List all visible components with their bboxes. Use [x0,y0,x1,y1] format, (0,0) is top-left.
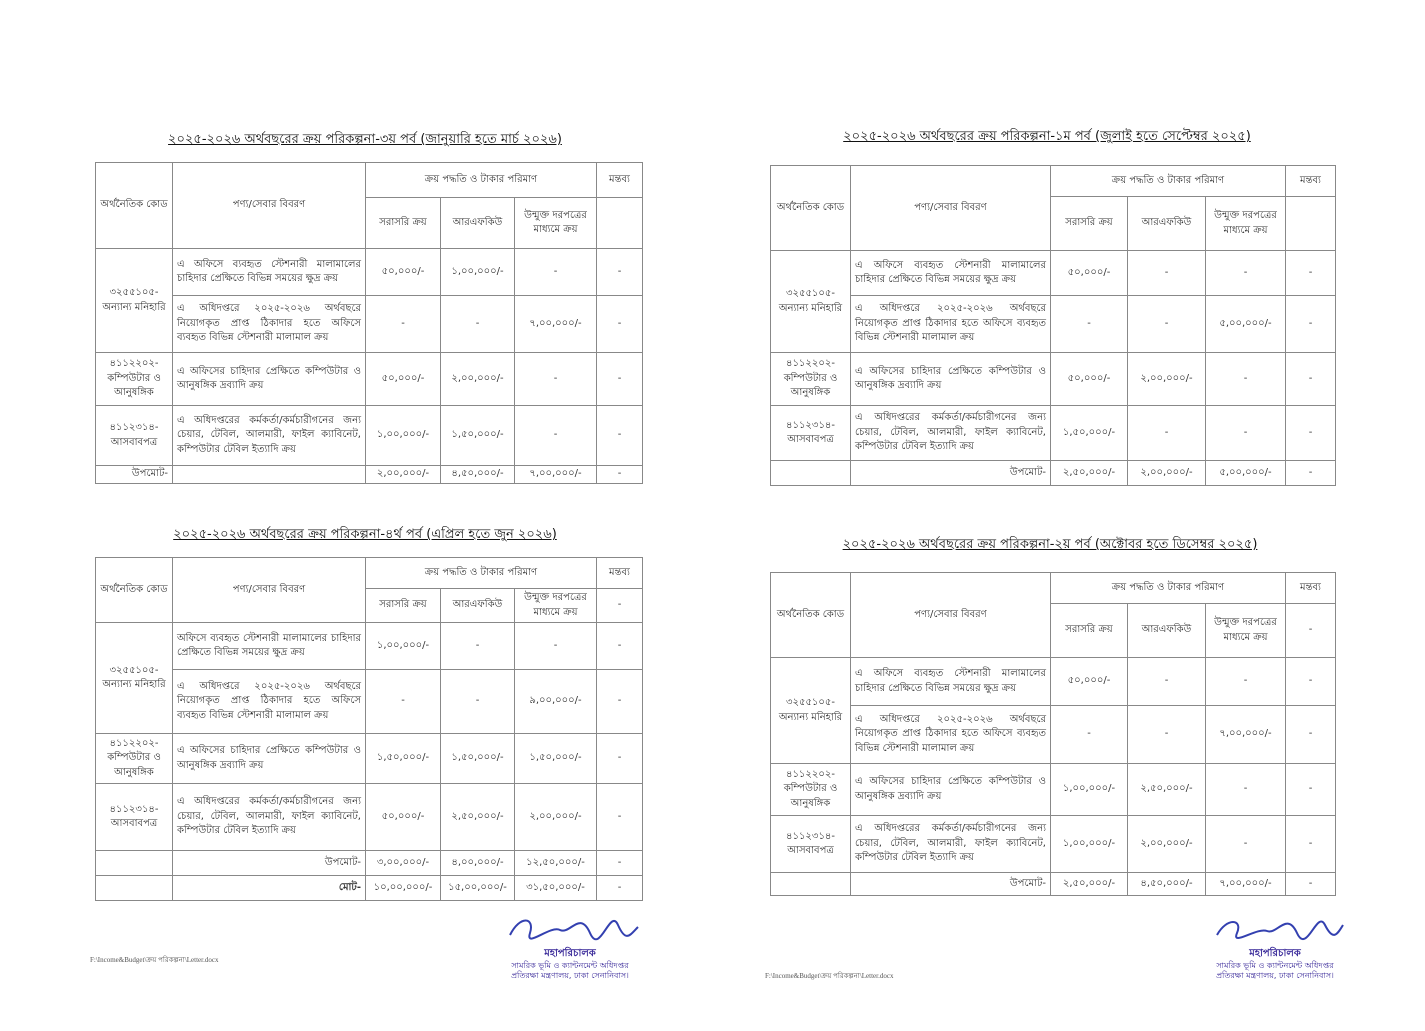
header-direct-purchase: সরাসরি ক্রয় [366,589,441,623]
handwritten-signature-icon [1205,905,1345,947]
direct-purchase-total: ২,৫০,০০০/- [1051,461,1128,486]
rfq-amount: - [1128,296,1206,353]
remark: - [597,734,643,784]
item-description: এ অফিসের চাহিদার প্রেক্ষিতে কম্পিউটার ও আনুষঙ্গিক দ্রব্যাদি ক্রয় [173,353,366,406]
remark: - [1286,251,1336,296]
summary-label: উপমোট- [96,466,173,484]
rfq-total: ১৫,০০,০০০/- [441,876,515,901]
header-method: ক্রয় পদ্ধতি ও টাকার পরিমাণ [366,558,597,589]
header-code: অর্থনৈতিক কোড [96,163,173,249]
remark: - [1286,461,1336,486]
summary-empty [771,461,851,486]
header-row [96,558,643,589]
rfq-amount: - [441,296,515,353]
remark: - [597,876,643,901]
item-description: এ অধিদপ্তরের কর্মকর্তা/কর্মচারীগনের জন্য চেয়ার, টেবিল, আলমারী, ফাইল ক্যাবিনেট, কম্পিউটার টেবিল ইত্যাদি ক্রয় [851,816,1051,873]
remark: - [1286,658,1336,706]
economic-code: ৪১১২২০২-কম্পিউটার ও আনুষঙ্গিক [771,353,851,406]
subtotal-row [96,466,643,484]
direct-purchase-amount: - [1051,706,1128,764]
header-remark: মন্তব্য [1286,573,1336,604]
summary-empty [173,466,366,484]
header-remark: মন্তব্য [597,163,643,198]
rfq-total: ৪,৫০,০০০/- [1128,873,1206,896]
remark: - [597,296,643,353]
remark: - [597,353,643,406]
subtotal-row [771,873,1336,896]
remark: - [1286,873,1336,896]
header-remark-sub: - [1286,604,1336,658]
subtotal-row [96,851,643,876]
signatory-title: মহাপরিচালক [544,948,596,959]
total-row [96,876,643,901]
item-description: এ অধিদপ্তরে ২০২৫-২০২৬ অর্থবছরে নিয়োগকৃত প্রাপ্ত ঠিকাদার হতে অফিসে ব্যবহৃত বিভিন্ন স্টেশনারী মালামাল ক্রয় [851,296,1051,353]
direct-purchase-total: ৩,০০,০০০/- [366,851,441,876]
rfq-amount: - [1128,406,1206,461]
file-path-left: F:\Income&Budget\ক্রয় পরিকল্পনা\Letter.docx [90,956,219,964]
item-description: এ অফিসের চাহিদার প্রেক্ষিতে কম্পিউটার ও আনুষঙ্গিক দ্রব্যাদি ক্রয় [851,353,1051,406]
remark: - [597,851,643,876]
summary-empty [96,876,173,901]
economic-code: ৪১১২২০২-কম্পিউটার ও আনুষঙ্গিক [771,764,851,816]
rfq-amount: - [441,623,515,670]
economic-code: ৩২৫৫১০৫-অন্যান্য মনিহারি [771,251,851,353]
table-row [96,249,643,296]
direct-purchase-amount: ১,০০,০০০/- [366,623,441,670]
open-tender-amount: - [515,249,597,296]
summary-label: উপমোট- [851,873,1051,896]
signatory-ministry: প্রতিরক্ষা মন্ত্রণালয়, ঢাকা সেনানিবাস। [1216,971,1334,981]
header-rfq: আরএফকিউ [441,198,515,249]
rfq-amount: ১,৫০,০০০/- [441,734,515,784]
remark: - [597,249,643,296]
plan-title: ২০২৫-২০২৬ অর্থবছরের ক্রয় পরিকল্পনা-৩য় পর্ব (জানুয়ারি হতে মার্চ ২০২৬) [168,132,562,147]
item-description: এ অধিদপ্তরে ২০২৫-২০২৬ অর্থবছরে নিয়োগকৃত প্রাপ্ত ঠিকাদার হতে অফিসে ব্যবহৃত বিভিন্ন স্টেশনারী মালামাল ক্রয় [851,706,1051,764]
procurement-plan-table [95,557,643,901]
header-remark-sub [597,198,643,249]
signatory-title: মহাপরিচালক [1249,948,1301,959]
economic-code: ৪১১২২০২-কম্পিউটার ও আনুষঙ্গিক [96,353,173,406]
signatory-org: সামরিক ভূমি ও ক্যান্টনমেন্ট অধিদপ্তর [511,960,629,970]
rfq-amount: ২,৫০,০০০/- [1128,764,1206,816]
table-row [771,764,1336,816]
header-remark-sub [1286,197,1336,251]
table-row [96,353,643,406]
header-open-tender: উন্মুক্ত দরপত্রের মাধ্যমে ক্রয় [515,589,597,623]
header-description: পণ্য/সেবার বিবরণ [173,163,366,249]
item-description: এ অফিসে ব্যবহৃত স্টেশনারী মালামালের চাহিদার প্রেক্ষিতে বিভিন্ন সময়ের ক্ষুদ্র ক্রয় [851,251,1051,296]
remark: - [1286,353,1336,406]
table-row [96,296,643,353]
table-row [771,816,1336,873]
remark: - [1286,296,1336,353]
header-description: পণ্য/সেবার বিবরণ [851,166,1051,251]
open-tender-amount: - [1206,406,1286,461]
open-tender-amount: ২,০০,০০০/- [515,784,597,851]
open-tender-total: ৩১,৫০,০০০/- [515,876,597,901]
direct-purchase-amount: ১,০০,০০০/- [1051,816,1128,873]
header-open-tender: উন্মুক্ত দরপত্রের মাধ্যমে ক্রয় [1206,197,1286,251]
open-tender-total: ১২,৫০,০০০/- [515,851,597,876]
plan-title: ২০২৫-২০২৬ অর্থবছরের ক্রয় পরিকল্পনা-১ম পর্ব (জুলাই হতে সেপ্টেম্বর ২০২৫) [843,129,1251,144]
economic-code: ৪১১২৩১৪-আসবাবপত্র [771,816,851,873]
rfq-amount: - [441,670,515,734]
table-row [96,623,643,670]
rfq-total: ২,০০,০০০/- [1128,461,1206,486]
open-tender-total: ৫,০০,০০০/- [1206,461,1286,486]
direct-purchase-amount: - [366,670,441,734]
item-description: এ অধিদপ্তরে ২০২৫-২০২৬ অর্থবছরে নিয়োগকৃত প্রাপ্ত ঠিকাদার হতে অফিসে ব্যবহৃত বিভিন্ন স্টেশনারী মালামাল ক্রয় [173,296,366,353]
direct-purchase-amount: ৫০,০০০/- [1051,353,1128,406]
economic-code: ৩২৫৫১০৫-অন্যান্য মনিহারি [771,658,851,764]
open-tender-amount: ৭,০০,০০০/- [1206,706,1286,764]
direct-purchase-total: ২,৫০,০০০/- [1051,873,1128,896]
open-tender-amount: ৭,০০,০০০/- [515,296,597,353]
table-row [771,353,1336,406]
table-row [96,670,643,734]
economic-code: ৪১১২৩১৪-আসবাবপত্র [96,784,173,851]
remark: - [597,623,643,670]
direct-purchase-amount: ৫০,০০০/- [366,249,441,296]
table-row [771,658,1336,706]
item-description: এ অফিসে ব্যবহৃত স্টেশনারী মালামালের চাহিদার প্রেক্ষিতে বিভিন্ন সময়ের ক্ষুদ্র ক্রয় [851,658,1051,706]
open-tender-amount: ১,৫০,০০০/- [515,734,597,784]
table-row [771,296,1336,353]
header-open-tender: উন্মুক্ত দরপত্রের মাধ্যমে ক্রয় [1206,604,1286,658]
economic-code: ৩২৫৫১০৫-অন্যান্য মনিহারি [96,249,173,353]
item-description: অফিসে ব্যবহৃত স্টেশনারী মালামালের চাহিদার প্রেক্ষিতে বিভিন্ন সময়ের ক্ষুদ্র ক্রয় [173,623,366,670]
rfq-amount: ১,৫০,০০০/- [441,406,515,466]
subtotal-row [771,461,1336,486]
header-direct-purchase: সরাসরি ক্রয় [1051,197,1128,251]
procurement-plan-table [770,165,1336,486]
table-row [96,406,643,466]
direct-purchase-amount: ১,০০,০০০/- [1051,764,1128,816]
item-description: এ অফিসের চাহিদার প্রেক্ষিতে কম্পিউটার ও আনুষঙ্গিক দ্রব্যাদি ক্রয় [851,764,1051,816]
open-tender-amount: - [1206,353,1286,406]
table-row [771,251,1336,296]
header-rfq: আরএফকিউ [1128,197,1206,251]
plan-title: ২০২৫-২০২৬ অর্থবছরের ক্রয় পরিকল্পনা-২য় পর্ব (অক্টোবর হতে ডিসেম্বর ২০২৫) [842,537,1258,552]
summary-label: উপমোট- [851,461,1051,486]
summary-label: উপমোট- [173,851,366,876]
open-tender-amount: - [1206,764,1286,816]
remark: - [1286,406,1336,461]
remark: - [597,784,643,851]
rfq-amount: - [1128,658,1206,706]
table-row [771,706,1336,764]
remark: - [1286,706,1336,764]
table-row [96,784,643,851]
header-method: ক্রয় পদ্ধতি ও টাকার পরিমাণ [1051,573,1286,604]
open-tender-amount: ৯,০০,০০০/- [515,670,597,734]
direct-purchase-total: ১০,০০,০০০/- [366,876,441,901]
rfq-amount: - [1128,251,1206,296]
header-open-tender: উন্মুক্ত দরপত্রের মাধ্যমে ক্রয় [515,198,597,249]
remark: - [597,670,643,734]
table-row [771,406,1336,461]
rfq-amount: ২,০০,০০০/- [441,353,515,406]
header-code: অর্থনৈতিক কোড [771,573,851,658]
direct-purchase-amount: ১,৫০,০০০/- [1051,406,1128,461]
item-description: এ অধিদপ্তরের কর্মকর্তা/কর্মচারীগনের জন্য চেয়ার, টেবিল, আলমারী, ফাইল ক্যাবিনেট, কম্পিউটার টেবিল ইত্যাদি ক্রয় [851,406,1051,461]
direct-purchase-amount: ১,০০,০০০/- [366,406,441,466]
signatory-org: সামরিক ভূমি ও ক্যান্টনমেন্ট অধিদপ্তর [1216,960,1334,970]
direct-purchase-amount: - [366,296,441,353]
summary-empty [96,851,173,876]
item-description: এ অধিদপ্তরে ২০২৫-২০২৬ অর্থবছরে নিয়োগকৃত প্রাপ্ত ঠিকাদার হতে অফিসে ব্যবহৃত বিভিন্ন স্টেশনারী মালামাল ক্রয় [173,670,366,734]
item-description: এ অফিসে ব্যবহৃত স্টেশনারী মালামালের চাহিদার প্রেক্ষিতে বিভিন্ন সময়ের ক্ষুদ্র ক্রয় [173,249,366,296]
item-description: এ অধিদপ্তরের কর্মকর্তা/কর্মচারীগনের জন্য চেয়ার, টেবিল, আলমারী, ফাইল ক্যাবিনেট, কম্পিউটার টেবিল ইত্যাদি ক্রয় [173,784,366,851]
direct-purchase-amount: ৫০,০০০/- [366,353,441,406]
header-code: অর্থনৈতিক কোড [96,558,173,623]
signature-block-right [1195,905,1355,982]
direct-purchase-amount: ৫০,০০০/- [366,784,441,851]
rfq-amount: - [1128,706,1206,764]
header-method: ক্রয় পদ্ধতি ও টাকার পরিমাণ [1051,166,1286,197]
header-row [96,163,643,198]
signature-block-left [490,905,650,982]
economic-code: ৪১১২৩১৪-আসবাবপত্র [96,406,173,466]
open-tender-amount: - [1206,658,1286,706]
open-tender-total: ৭,০০,০০০/- [1206,873,1286,896]
procurement-plan-table [770,572,1336,896]
header-rfq: আরএফকিউ [1128,604,1206,658]
remark: - [1286,764,1336,816]
summary-empty [771,873,851,896]
remark: - [1286,816,1336,873]
header-row [771,166,1336,197]
header-description: পণ্য/সেবার বিবরণ [851,573,1051,658]
summary-label: মোট- [173,876,366,901]
direct-purchase-amount: - [1051,296,1128,353]
item-description: এ অধিদপ্তরের কর্মকর্তা/কর্মচারীগনের জন্য চেয়ার, টেবিল, আলমারী, ফাইল ক্যাবিনেট, কম্পিউটার টেবিল ইত্যাদি ক্রয় [173,406,366,466]
table-row [96,734,643,784]
economic-code: ৪১১২৩১৪-আসবাবপত্র [771,406,851,461]
signatory-ministry: প্রতিরক্ষা মন্ত্রণালয়, ঢাকা সেনানিবাস। [511,971,629,981]
header-description: পণ্য/সেবার বিবরণ [173,558,366,623]
header-remark: মন্তব্য [597,558,643,589]
open-tender-amount: - [1206,816,1286,873]
rfq-total: ৪,০০,০০০/- [441,851,515,876]
open-tender-amount: - [515,623,597,670]
open-tender-amount: - [1206,251,1286,296]
header-remark: মন্তব্য [1286,166,1336,197]
header-code: অর্থনৈতিক কোড [771,166,851,251]
direct-purchase-amount: ৫০,০০০/- [1051,658,1128,706]
economic-code: ৪১১২২০২-কম্পিউটার ও আনুষঙ্গিক [96,734,173,784]
open-tender-total: ৭,০০,০০০/- [515,466,597,484]
rfq-amount: ১,০০,০০০/- [441,249,515,296]
handwritten-signature-icon [500,905,640,947]
remark: - [597,466,643,484]
header-rfq: আরএফকিউ [441,589,515,623]
rfq-amount: ২,০০,০০০/- [1128,816,1206,873]
economic-code: ৩২৫৫১০৫-অন্যান্য মনিহারি [96,623,173,734]
header-row [771,573,1336,604]
plan-title: ২০২৫-২০২৬ অর্থবছরের ক্রয় পরিকল্পনা-৪র্থ পর্ব (এপ্রিল হতে জুন ২০২৬) [173,527,557,542]
direct-purchase-total: ২,০০,০০০/- [366,466,441,484]
header-direct-purchase: সরাসরি ক্রয় [366,198,441,249]
rfq-amount: ২,০০,০০০/- [1128,353,1206,406]
item-description: এ অফিসের চাহিদার প্রেক্ষিতে কম্পিউটার ও আনুষঙ্গিক দ্রব্যাদি ক্রয় [173,734,366,784]
direct-purchase-amount: ৫০,০০০/- [1051,251,1128,296]
file-path-right: F:\Income&Budget\ক্রয় পরিকল্পনা\Letter.docx [765,972,894,980]
open-tender-amount: - [515,353,597,406]
rfq-total: ৪,৫০,০০০/- [441,466,515,484]
header-remark-sub: - [597,589,643,623]
open-tender-amount: ৫,০০,০০০/- [1206,296,1286,353]
remark: - [597,406,643,466]
header-method: ক্রয় পদ্ধতি ও টাকার পরিমাণ [366,163,597,198]
rfq-amount: ২,৫০,০০০/- [441,784,515,851]
procurement-plan-table [95,162,643,484]
open-tender-amount: - [515,406,597,466]
header-direct-purchase: সরাসরি ক্রয় [1051,604,1128,658]
direct-purchase-amount: ১,৫০,০০০/- [366,734,441,784]
